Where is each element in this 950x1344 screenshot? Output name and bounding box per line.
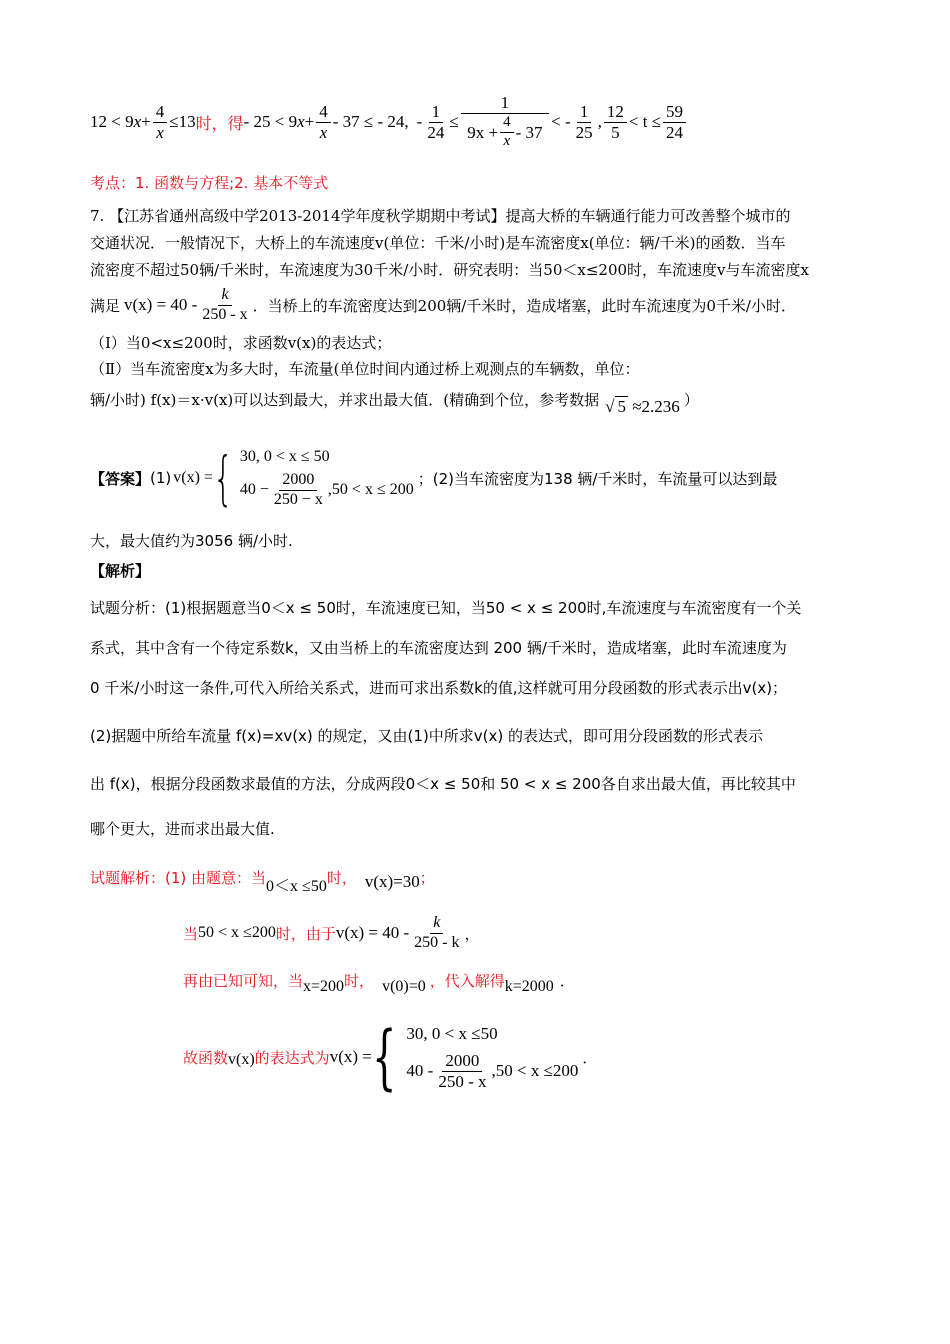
num: 1: [577, 103, 592, 123]
var-x: x: [133, 112, 142, 131]
jiexi-line-4: (2)据题中所给车流量 f(x)=xv(x) 的规定，又由(1)中所求v(x) 的表达式，即可用分段函数的形式表示: [90, 727, 764, 745]
num: 4: [316, 103, 331, 123]
close-paren: ）: [683, 391, 699, 409]
le: ≤: [449, 112, 459, 131]
plus: +: [141, 112, 151, 131]
var-x: x: [297, 112, 305, 131]
answer-p1: (1): [150, 469, 172, 487]
frac-4-over-x: [153, 103, 168, 142]
s1-d: v(x)=30: [364, 872, 420, 891]
brace: {: [371, 1016, 397, 1098]
comma: ,: [597, 112, 602, 131]
shi-de-text: 时，得: [195, 113, 244, 133]
den: 5: [611, 122, 620, 142]
den: 250 - x: [438, 1071, 487, 1091]
ineq-part3: - 37 ≤ - 24,: [332, 112, 409, 131]
answer-case2: [240, 472, 414, 509]
s4-cases: [406, 1024, 578, 1091]
frac-1-25: [573, 103, 596, 142]
s3-b: x=200: [303, 978, 345, 995]
case2-b: ,50 < x ≤ 200: [327, 481, 414, 498]
frac-12-5: [604, 103, 627, 142]
s4-a: 故函数: [183, 1048, 229, 1067]
den: 24: [666, 122, 684, 142]
jiexi-line-2: 系式，其中含有一个待定系数k，又由当桥上的车流密度达到 200 辆/千米时，造成堵塞，此时车流速度为: [90, 639, 787, 657]
answer-vx: v(x) =: [173, 469, 213, 486]
s4-b: v(x): [228, 1051, 255, 1068]
frac-59-24: [663, 103, 686, 142]
s4-case2-a: 40 -: [406, 1061, 434, 1080]
num: k: [218, 287, 231, 306]
frac-complex: [461, 94, 550, 149]
den: 250 - k: [414, 933, 460, 951]
kaodian-line: 考点：1. 函数与方程;2. 基本不等式: [90, 174, 329, 192]
inequality-chain: [90, 92, 688, 152]
part-2: （Ⅱ）当车流密度x为多大时，车流量(单位时间内通过桥上观测点的车辆数，单位：: [90, 360, 640, 378]
den: 25: [575, 122, 593, 142]
case2-a: 40 −: [239, 481, 269, 498]
s2-c: 时，由于: [275, 924, 336, 943]
s3-a: 再由已知可知，当: [183, 971, 304, 990]
jiexi-line-1: 试题分析：(1)根据题意当0＜x ≤ 50时，车流速度已知，当50 < x ≤ 200时,车流速度与车流密度有一个关: [90, 599, 802, 617]
den: x: [503, 132, 511, 149]
problem-line-4: [90, 280, 796, 330]
ineq-part1: 12 < 9: [90, 112, 134, 131]
solution-line-3: [183, 965, 575, 995]
num: 2000: [279, 472, 317, 491]
num: 4: [153, 103, 168, 123]
s2-a: 当: [183, 924, 199, 943]
brace: {: [212, 444, 234, 512]
plus: +: [304, 112, 315, 131]
frac-k-over: [199, 287, 250, 324]
neg: -: [416, 112, 423, 131]
num: 1: [461, 94, 550, 114]
solution-line-2: [183, 908, 480, 958]
num: 59: [663, 103, 686, 123]
sqrt-val: 5: [617, 397, 626, 416]
frac-2000-b: [435, 1052, 489, 1091]
answer-line: [90, 438, 777, 518]
den: x: [319, 122, 328, 142]
num: 12: [604, 103, 627, 123]
problem-line-3: 流密度不超过50辆/千米时，车流速度为30千米/小时．研究表明：当50＜x≤200时，车流速度v与车流密度x: [90, 261, 809, 279]
s4-c: 的表达式为: [254, 1048, 330, 1067]
sqrt-5: √ 5 ≈2.236: [605, 397, 680, 416]
s2-d: v(x) = 40 -: [335, 923, 410, 942]
den: [464, 114, 545, 150]
s4-vx: v(x) =: [329, 1047, 372, 1066]
jiexi-line-6: 哪个更大，进而求出最大值.: [90, 820, 275, 838]
s4-case2: [406, 1052, 578, 1091]
s3-c: 时，: [344, 971, 375, 990]
answer-line-2: 大，最大值约为3056 辆/小时.: [90, 532, 293, 550]
lt-neg: < -: [551, 112, 571, 131]
num: k: [430, 915, 443, 934]
part3-text: 辆/小时) f(x)＝x·v(x)可以达到最大，并求出最大值．(精确到个位，参考数据: [90, 391, 600, 409]
answer-cases: [240, 448, 414, 509]
part-1: （Ⅰ）当0<x≤200时，求函数v(x)的表达式；: [90, 334, 392, 352]
formula-v: v(x) = 40 -: [124, 295, 198, 314]
den-b: - 37: [515, 122, 543, 142]
frac-1-24: [424, 103, 447, 142]
line4-post: ．当桥上的车流密度达到200辆/千米时，造成堵塞，此时车流速度为0千米/小时．: [252, 296, 796, 315]
den: x: [156, 122, 164, 142]
num: 2000: [442, 1052, 482, 1072]
jiexi-line-5: 出 f(x)，根据分段函数求最值的方法，分成两段0＜x ≤ 50和 50 < x ≤ 200各自求出最大值，再比较其中: [90, 775, 796, 793]
s4-case2-b: ,50 < x ≤200: [491, 1061, 579, 1080]
den: 250 - x: [202, 305, 248, 323]
frac-2000: [271, 472, 326, 509]
frac-4-over-x-2: [316, 103, 331, 142]
s1-e: ；: [419, 868, 435, 887]
s1-c: 时，: [326, 868, 357, 887]
frac-k-250-k: [411, 915, 462, 952]
den-a: 9x +: [467, 122, 499, 142]
solution-line-1: [90, 862, 435, 895]
s2-b: 50 < x ≤200: [198, 924, 276, 941]
num: 4: [500, 115, 514, 133]
solution-line-4: [183, 1012, 597, 1102]
part-3: [90, 382, 699, 417]
s3-f: k=2000: [504, 978, 554, 995]
le-13: ≤13: [169, 112, 196, 131]
answer-tail: ；(2)当车流密度为138 辆/千米时，车流量可以达到最: [417, 469, 778, 488]
problem-line-2: 交通状况．一般情况下，大桥上的车流速度v(单位：千米/小时)是车流密度x(单位：辆/千米)的函数．当车: [90, 234, 786, 252]
s3-g: ．: [559, 971, 575, 990]
answer-label: 【答案】: [90, 469, 151, 488]
s3-d: v(0)=0: [382, 978, 426, 995]
jiexi-line-3: 0 千米/小时这一条件,可代入所给关系式，进而可求出系数k的值,这样就可用分段函数的形式表示出v(x)；: [90, 679, 788, 697]
ineq-part2: - 25 < 9: [243, 112, 298, 131]
answer-case1: 30, 0 < x ≤ 50: [239, 447, 330, 465]
problem-line-1: 7. 【江苏省通州高级中学2013-2014学年度秋学期期中考试】提高大桥的车辆通行能力可改善整个城市的: [90, 207, 791, 225]
den: 250 − x: [273, 490, 323, 508]
s2-e: ，: [464, 924, 480, 943]
approx: ≈2.236: [627, 397, 680, 416]
den: 24: [427, 122, 445, 142]
s4-end: ．: [582, 1048, 598, 1067]
s1-a: 试题解析：(1) 由题意：当: [90, 868, 267, 887]
s1-b: 0＜x ≤50: [266, 877, 327, 895]
jiexi-label: 【解析】: [90, 562, 151, 580]
lt-t-le: < t ≤: [628, 112, 662, 131]
num: 1: [429, 103, 444, 123]
inner-frac: [500, 115, 514, 150]
line4-pre: 满足: [90, 296, 121, 315]
s3-e: ，代入解得: [429, 971, 505, 990]
s4-case1: 30, 0 < x ≤50: [406, 1023, 498, 1043]
